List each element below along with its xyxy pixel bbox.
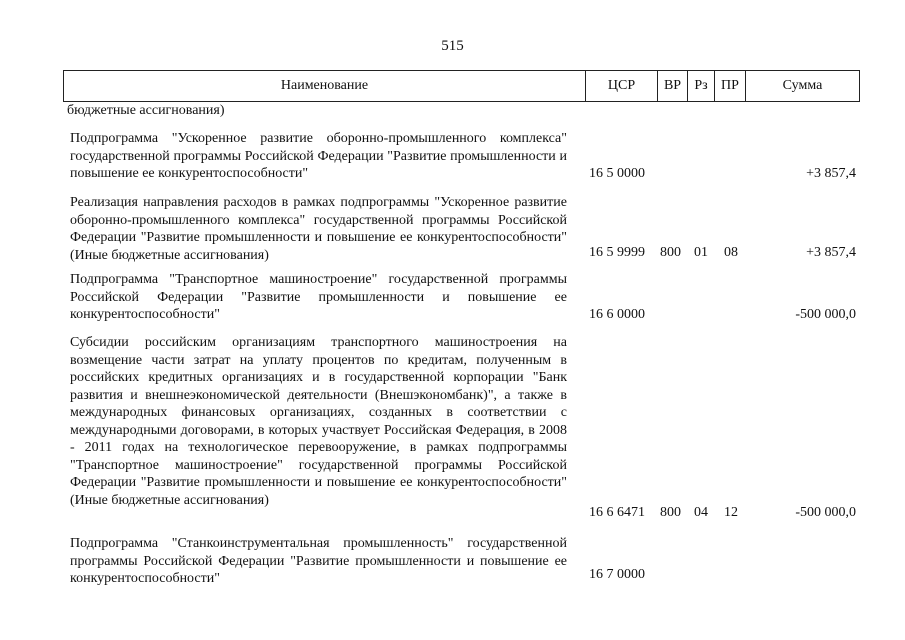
header-rz: Рз [687,71,714,101]
row-name: Подпрограмма "Станкоинструментальная промышленность" государственной программы Российской Федерации "Развитие промышленности и повышение ее конкурентоспособности" [70,536,567,586]
row-csr: 16 5 9999 [589,245,645,260]
table-header [63,70,860,102]
header-name: Наименование [280,78,369,93]
header-csr: ЦСР [585,71,657,101]
row-rz: 04 [694,505,708,520]
row-sum: +3 857,4 [806,245,856,260]
row-sum: -500 000,0 [795,505,856,520]
header-sum: Сумма [745,71,859,101]
row-name: бюджетные ассигнования) [67,103,225,118]
page-number: 515 [441,38,464,54]
row-sum: +3 857,4 [806,166,856,181]
row-csr: 16 6 6471 [589,505,645,520]
row-name: Субсидии российским организациям транспортного машиностроения на возмещение части затрат на уплату процентов по кредитам, полученным в российских кредитных организациях и в государственной корпорации "Банк развития и внешнеэкономической деятельности (Внешэкономбанк)", а также в международных финансовых организациях, созданных в соответствии с международными договорами, в которых участвует Российская Федерация, в 2008 - 2011 годах на технологическое перевооружение, в рамках подпрограммы "Транспортное машиностроение" государственной программы Российской Федерации "Развитие промышленности и повышение ее конкурентоспособности" (Иные бюджетные ассигнования) [70,335,567,508]
row-pr: 12 [724,505,738,520]
header-pr: ПР [714,71,745,101]
row-vr: 800 [660,505,681,520]
row-csr: 16 5 0000 [589,166,645,181]
row-vr: 800 [660,245,681,260]
row-sum: -500 000,0 [795,307,856,322]
row-csr: 16 7 0000 [589,567,645,582]
row-csr: 16 6 0000 [589,307,645,322]
row-name: Реализация направления расходов в рамках подпрограммы "Ускоренное развитие оборонно-промышленного комплекса" государственной программы Российской Федерации "Развитие промышленности и повышение ее конкурентоспособности" (Иные бюджетные ассигнования) [70,195,567,263]
header-vr: ВР [657,71,687,101]
row-name: Подпрограмма "Ускоренное развитие оборонно-промышленного комплекса" государственной программы Российской Федерации "Развитие промышленности и повышение ее конкурентоспособности" [70,131,567,181]
row-pr: 08 [724,245,738,260]
row-rz: 01 [694,245,708,260]
row-name: Подпрограмма "Транспортное машиностроение" государственной программы Российской Федерации "Развитие промышленности и повышение ее конкурентоспособности" [70,272,567,322]
